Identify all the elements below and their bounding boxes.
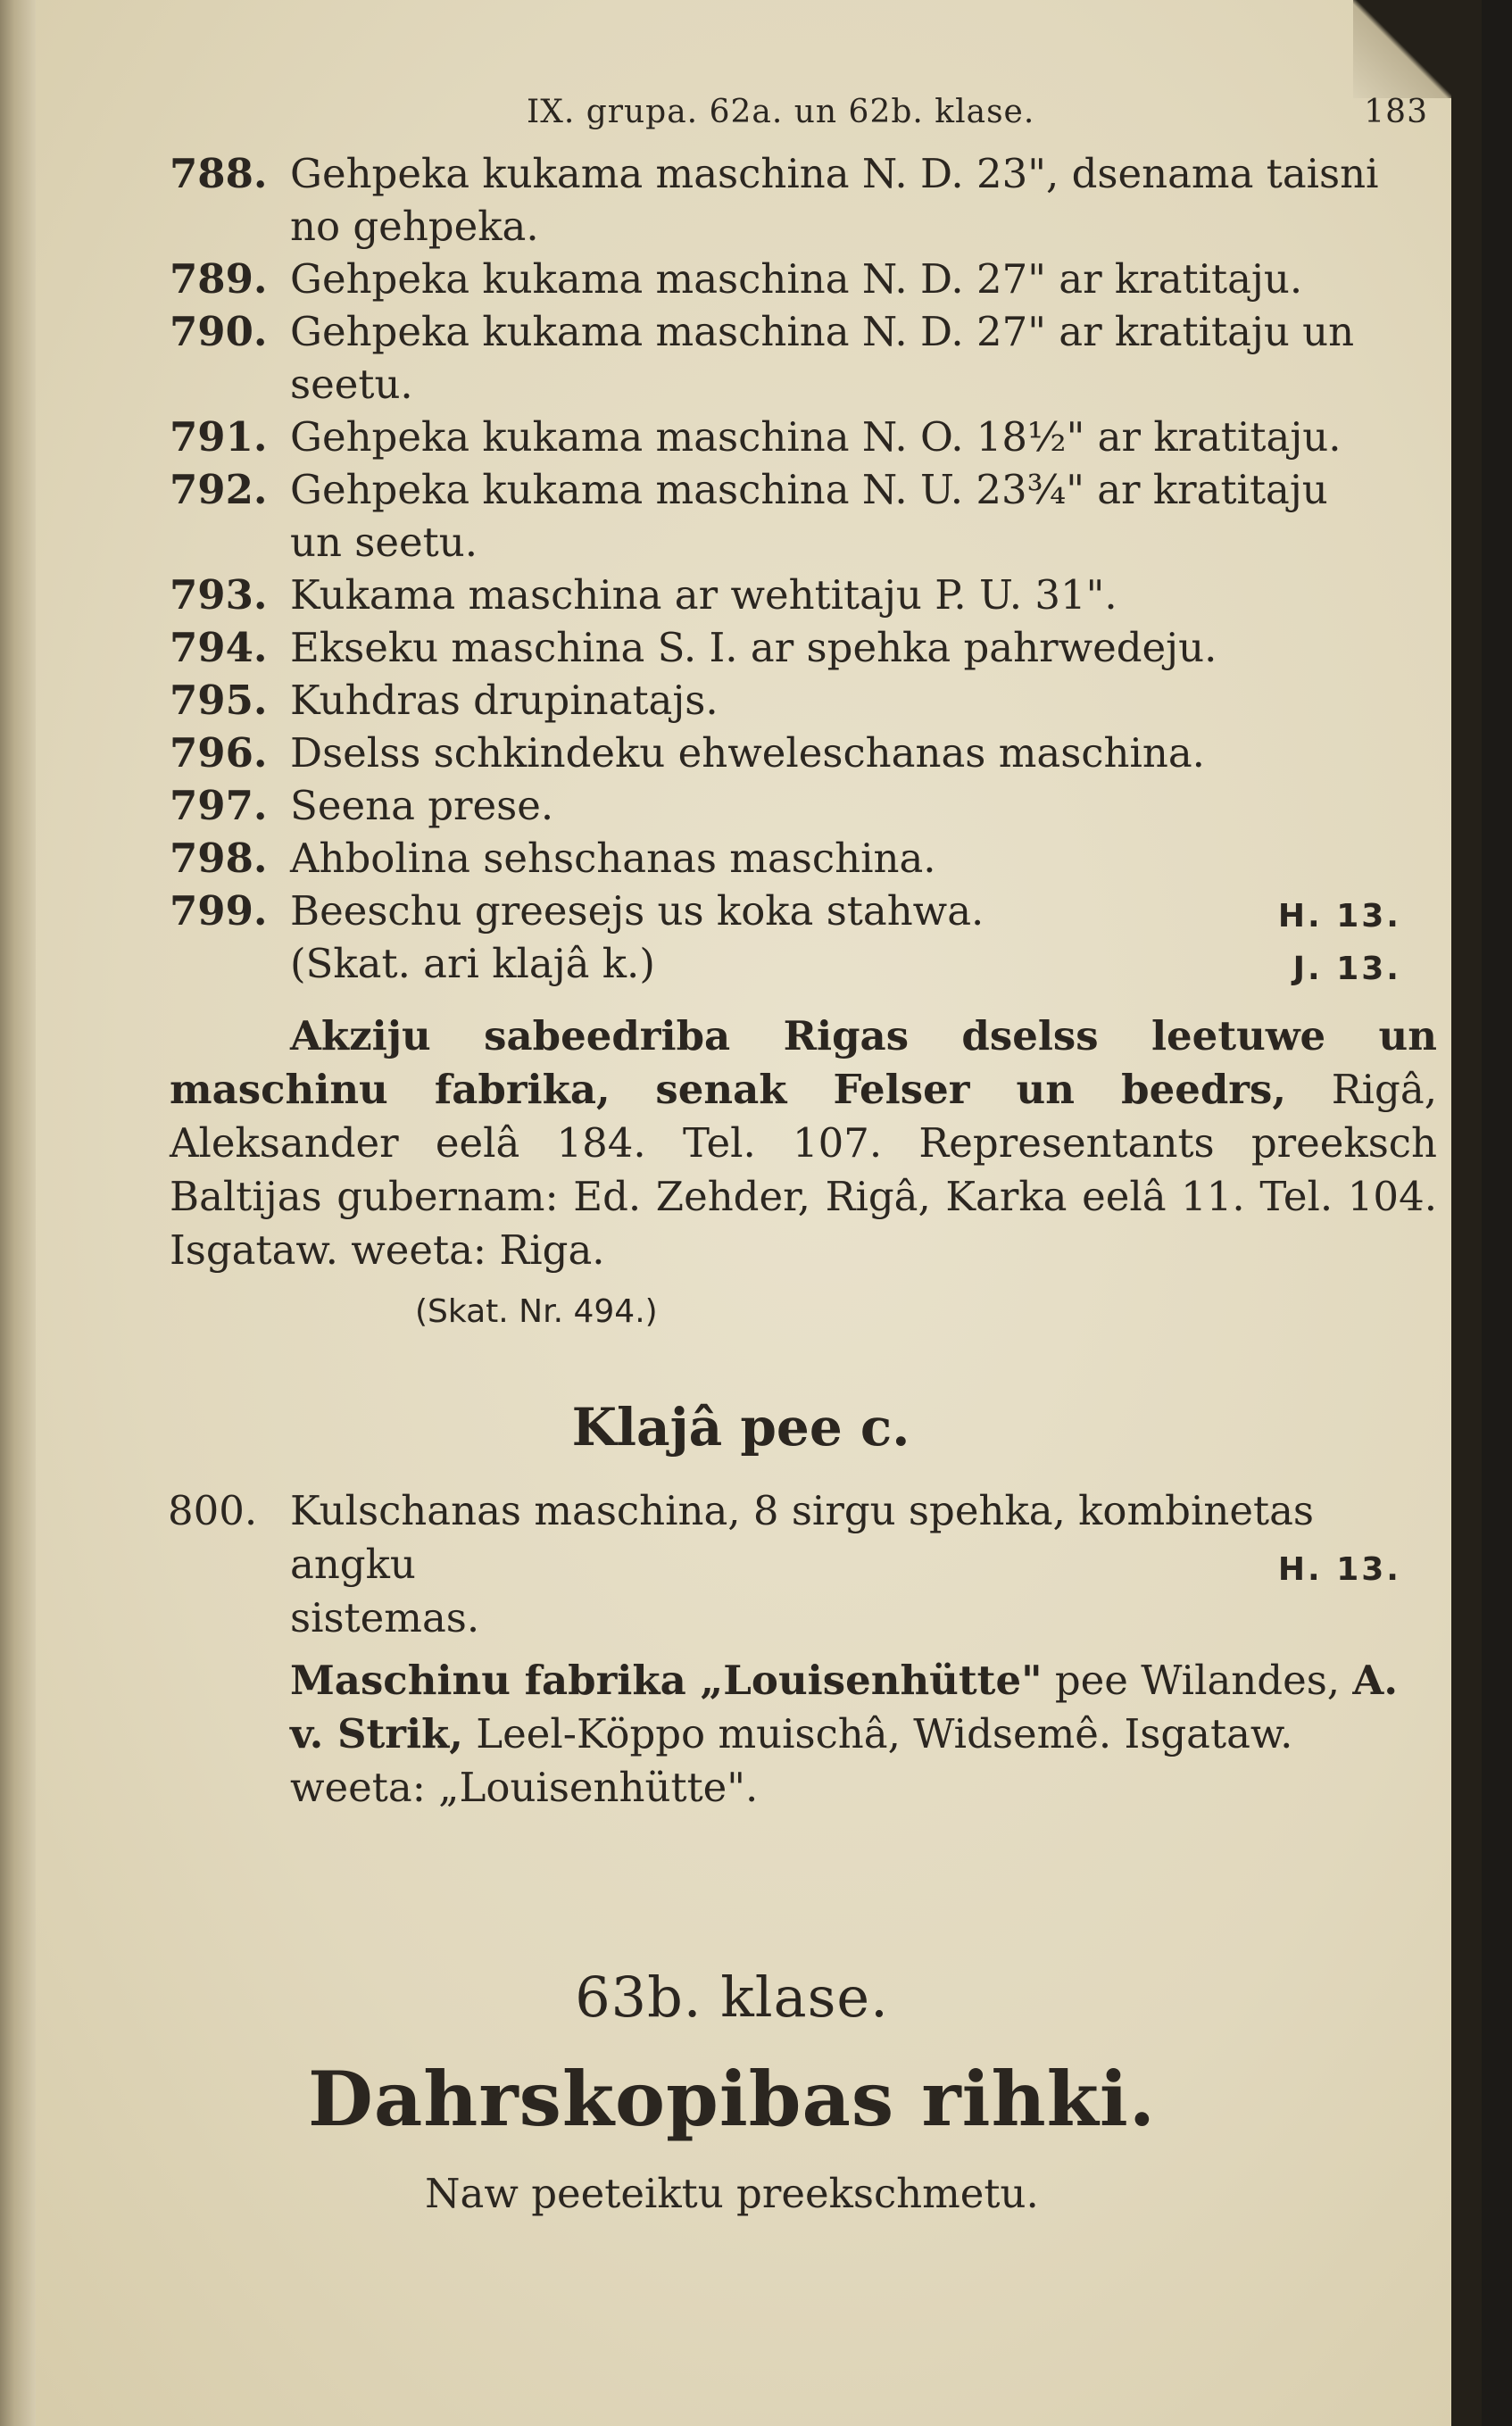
firm-name: Akziju sabeedriba Rigas dselss leetuwe un maschinu fabrika,: [170, 1012, 1437, 1113]
entry-number: 794.: [170, 624, 268, 671]
entry-list: [170, 147, 1437, 990]
entry-number: 792.: [170, 466, 268, 513]
entry-number: 796.: [170, 729, 268, 777]
list-item: [170, 253, 1437, 305]
entry-number: 789.: [170, 255, 268, 303]
list-item: [170, 832, 1437, 885]
entry-799-reference: [290, 937, 1437, 990]
list-item: [170, 727, 1437, 779]
award-mark: H. 13.: [1277, 1551, 1401, 1588]
list-item: [170, 674, 1437, 727]
award-mark: J. 13.: [1292, 951, 1401, 987]
entry-text-line2: no gehpeka.: [290, 203, 539, 250]
entry-text-line1: Gehpeka kukama maschina N. D. 27" ar kratitaju un: [290, 308, 1355, 355]
list-item: [170, 621, 1437, 674]
page-corner-fold: [1353, 0, 1451, 98]
list-item: [170, 147, 1437, 253]
list-item: [170, 463, 1437, 569]
entry-text-line1: Gehpeka kukama maschina N. D. 27" ar kratitaju.: [290, 255, 1303, 303]
catalog-reference: (Skat. Nr. 494.): [415, 1293, 658, 1330]
entry-number: 791.: [170, 413, 268, 461]
entry-text-line1: Ekseku maschina S. I. ar spehka pahrwedeju.: [290, 624, 1217, 671]
entry-number: 793.: [170, 571, 268, 619]
entry-number: 798.: [170, 835, 268, 882]
running-header: [527, 85, 1428, 147]
page-number: 183: [1364, 94, 1428, 130]
page-edge: [1451, 0, 1482, 2426]
group-note: Naw peeteiktu preekschmetu.: [425, 2170, 1039, 2217]
list-item: [170, 779, 1437, 832]
group-title: Dahrskopibas rihki.: [307, 2055, 1157, 2143]
firm-owner: A. v. Strik,: [290, 1657, 1399, 1757]
page-binding: [0, 0, 36, 2426]
reference-text: (Skat. ari klajâ k.): [290, 940, 655, 987]
entry-text-line1: Kuhdras drupinatajs.: [290, 677, 719, 724]
entry-text-line1: Kukama maschina ar wehtitaju P. U. 31".: [290, 571, 1117, 619]
entry-text-line1: Gehpeka kukama maschina N. U. 23¾" ar kratitaju: [290, 466, 1328, 513]
firm-details: Rigâ, Aleksander eelâ 184. Tel. 107. Representants preeksch Baltijas gubernam: Ed. Zehder, Rigâ, Karka eelâ 11. Tel. 104. Isgataw. weeta: Riga.: [170, 1066, 1437, 1274]
award-mark: H. 13.: [1277, 898, 1401, 935]
entry-text-line1: Kulschanas maschina, 8 sirgu spehka, kombinetas angku: [290, 1487, 1314, 1588]
entry-number: 795.: [170, 677, 268, 724]
entry-text-line2: sistemas.: [290, 1594, 480, 1641]
entry-text-line1: Gehpeka kukama maschina N. D. 23", dsenama taisni: [290, 150, 1379, 197]
entry-text-line1: Beeschu greesejs us koka stahwa.: [290, 887, 984, 935]
entry-text-line1: Seena prese.: [290, 782, 554, 829]
firm-details: Leel-Köppo muischâ, Widsemê. Isgataw. weeta: „Louisenhütte".: [290, 1710, 1293, 1811]
entry-text-line1: Gehpeka kukama maschina N. O. 18½" ar kratitaju.: [290, 413, 1342, 461]
list-item: [170, 305, 1437, 411]
entry-number: 790.: [170, 308, 268, 355]
list-item: [170, 569, 1437, 621]
header-title: IX. grupa. 62a. un 62b. klase.: [527, 94, 1035, 130]
page-content: [170, 85, 1437, 2217]
entry-text-line1: Dselss schkindeku ehweleschanas maschina.: [290, 729, 1205, 777]
entry-number: 788.: [170, 150, 268, 197]
firm-location: pee Wilandes,: [1054, 1657, 1341, 1704]
exhibitor-firm-1: [170, 1009, 1437, 1277]
entry-number: 800.: [168, 1487, 258, 1534]
entry-number: 799.: [170, 887, 268, 935]
list-item: [170, 1484, 1437, 1645]
class-title: 63b. klase.: [575, 1965, 889, 2030]
list-item: [170, 885, 1437, 937]
entry-text-line1: Ahbolina sehschanas maschina.: [290, 835, 936, 882]
firm-former-name: senak Felser un beedrs,: [655, 1066, 1287, 1113]
list-item: [170, 411, 1437, 463]
entry-number: 797.: [170, 782, 268, 829]
entry-text-line2: un seetu.: [290, 519, 478, 566]
firm-name: Maschinu fabrika „Louisenhütte": [290, 1657, 1043, 1704]
exhibitor-firm-2: [290, 1654, 1437, 1815]
entry-text-line2: seetu.: [290, 361, 413, 408]
section-title: Klajâ pee c.: [571, 1397, 910, 1458]
